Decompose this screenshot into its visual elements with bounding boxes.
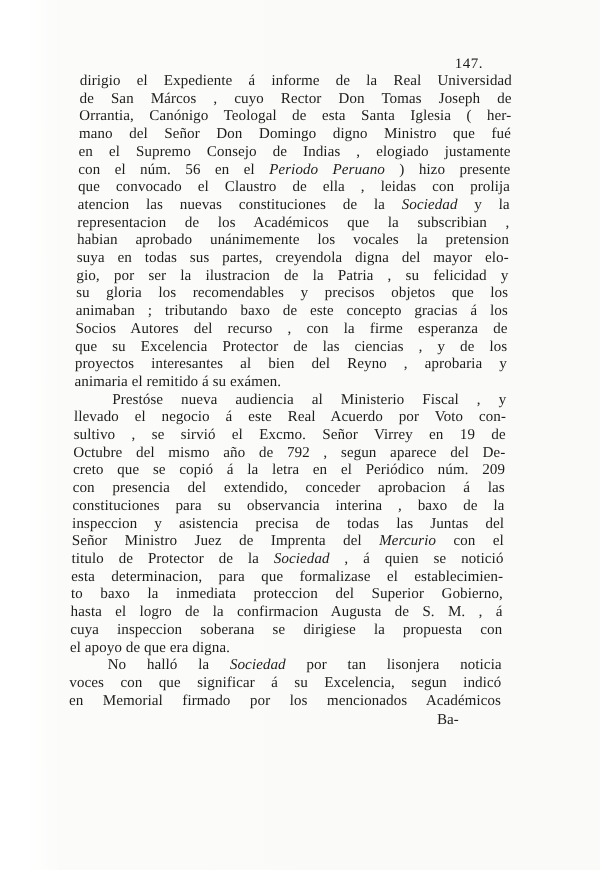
text-run: esta determinacion, para que formalizase el establecimien- [71, 568, 504, 585]
text-line [70, 640, 502, 658]
text-line [72, 516, 504, 534]
text-line [76, 268, 508, 286]
text-line [74, 427, 506, 445]
paragraphs-container [69, 73, 512, 710]
text-run: con el [435, 533, 504, 550]
text-run: to baxo la inmediata proteccion del Superior Gobierno, [70, 586, 504, 603]
text-run: el apoyo de que era digna. [69, 639, 231, 656]
italic-text-run: Periodo Peruano [269, 161, 386, 178]
text-run: llevado el negocio á este Real Acuerdo por Voto con- [73, 409, 507, 426]
text-line [74, 392, 506, 410]
text-line [71, 551, 503, 569]
text-line [73, 462, 505, 480]
text-run: que su Excelencia Protector de las ciencias , y de los [75, 338, 508, 355]
text-line [73, 480, 505, 498]
text-line [74, 409, 506, 427]
text-run: por tan lisonjera noticia [285, 657, 502, 674]
text-run: proyectos interesantes al bien del Reyno , aprobaria y [74, 356, 508, 373]
text-run: titulo de Protector de la [71, 550, 274, 567]
text-line [76, 285, 508, 303]
text-run: en el Supremo Consejo de Indias , elogiado justamente [78, 143, 511, 160]
text-line [69, 693, 501, 711]
text-line [79, 91, 511, 109]
italic-text-run: Sociedad [229, 657, 286, 674]
text-line [78, 144, 510, 162]
text-line [69, 675, 501, 693]
text-line [75, 321, 507, 339]
text-run: creto que se copió á la letra en el Periódico núm. 209 [72, 462, 506, 479]
text-line [80, 73, 512, 91]
text-run: y la [457, 196, 510, 213]
text-line [77, 250, 509, 268]
text-line [72, 498, 504, 516]
text-line [78, 162, 510, 180]
text-line [79, 126, 511, 144]
text-run: inspeccion y asistencia precisa de todas las Juntas del [71, 515, 505, 532]
text-run: mano del Señor Don Domingo digno Ministro que fué [78, 126, 512, 143]
italic-text-run: Sociedad [273, 550, 330, 567]
catchword: Ba- [436, 712, 459, 729]
paragraph [74, 73, 512, 392]
text-run: animaban ; tributando baxo de este concepto gracias á los [75, 303, 508, 320]
text-line [69, 657, 501, 675]
text-run: con presencia del extendido, conceder aprobacion á las [72, 480, 505, 497]
italic-text-run: Mercurio [379, 533, 437, 550]
text-run: gio, por ser la ilustracion de la Patria , su felicidad y [76, 267, 509, 284]
text-line [77, 215, 509, 233]
paragraph [70, 392, 507, 658]
text-line [78, 179, 510, 197]
text-line [73, 445, 505, 463]
text-run: Prestóse nueva audiencia al Ministerio Fiscal , y [112, 391, 507, 408]
text-line [74, 374, 506, 392]
text-run: Socios Autores del recurso , con la firme esperanza de [75, 320, 508, 337]
text-line [71, 586, 503, 604]
text-line [70, 622, 502, 640]
text-line [70, 604, 502, 622]
text-run: cuya inspeccion soberana se dirigiese la propuesta con [70, 621, 503, 638]
text-run: dirigio el Expediente á informe de la Real Universidad [79, 73, 513, 89]
text-run: Octubre del mismo año de 792 , segun aparece del De- [73, 444, 506, 461]
text-run: que convocado el Claustro de ella , leidas con prolija [77, 179, 511, 196]
text-run: suya en todas sus partes, creyendola digna del mayor elo- [76, 250, 509, 267]
italic-text-run: Sociedad [401, 196, 458, 213]
text-line [77, 232, 509, 250]
text-run: su gloria los recomendables y precisos objetos que los [76, 285, 509, 302]
text-line [76, 303, 508, 321]
text-run: animaria el remitido á su exámen. [74, 373, 282, 390]
text-line [72, 533, 504, 551]
text-run: hasta el logro de la confirmacion Augusta de S. M. , á [70, 604, 503, 621]
text-run: atencion las nuevas constituciones de la [77, 196, 402, 213]
text-line [79, 108, 511, 126]
text-run: habian aprobado unánimemente los vocales la pretension [76, 232, 510, 249]
text-line [75, 339, 507, 357]
paragraph [69, 657, 502, 710]
text-block [69, 73, 512, 730]
text-run: voces con que significar á su Excelencia, segun indicó [69, 674, 502, 691]
text-run: ) hizo presente [384, 161, 511, 178]
text-run: constituciones para su observancia interina , baxo de la [72, 497, 505, 514]
text-line [71, 569, 503, 587]
text-run: Orrantia, Canónigo Teologal de esta Santa Iglesia ( her- [79, 108, 512, 125]
text-run: Señor Ministro Juez de Imprenta del [71, 533, 380, 550]
text-run: de San Márcos , cuyo Rector Don Tomas Joseph de [79, 90, 512, 107]
text-run: en Memorial firmado por los mencionados Académicos [68, 692, 502, 709]
text-run: , á quien se notició [329, 550, 504, 567]
text-line [75, 356, 507, 374]
text-run: con el núm. 56 en el [78, 161, 270, 178]
text-run: No halló la [107, 657, 231, 674]
text-run: representacion de los Académicos que la subscribian , [77, 214, 510, 231]
page-number: 147. [454, 56, 483, 72]
text-run: sultivo , se sirvió el Excmo. Señor Virrey en 19 de [73, 427, 506, 444]
text-line [78, 197, 510, 215]
